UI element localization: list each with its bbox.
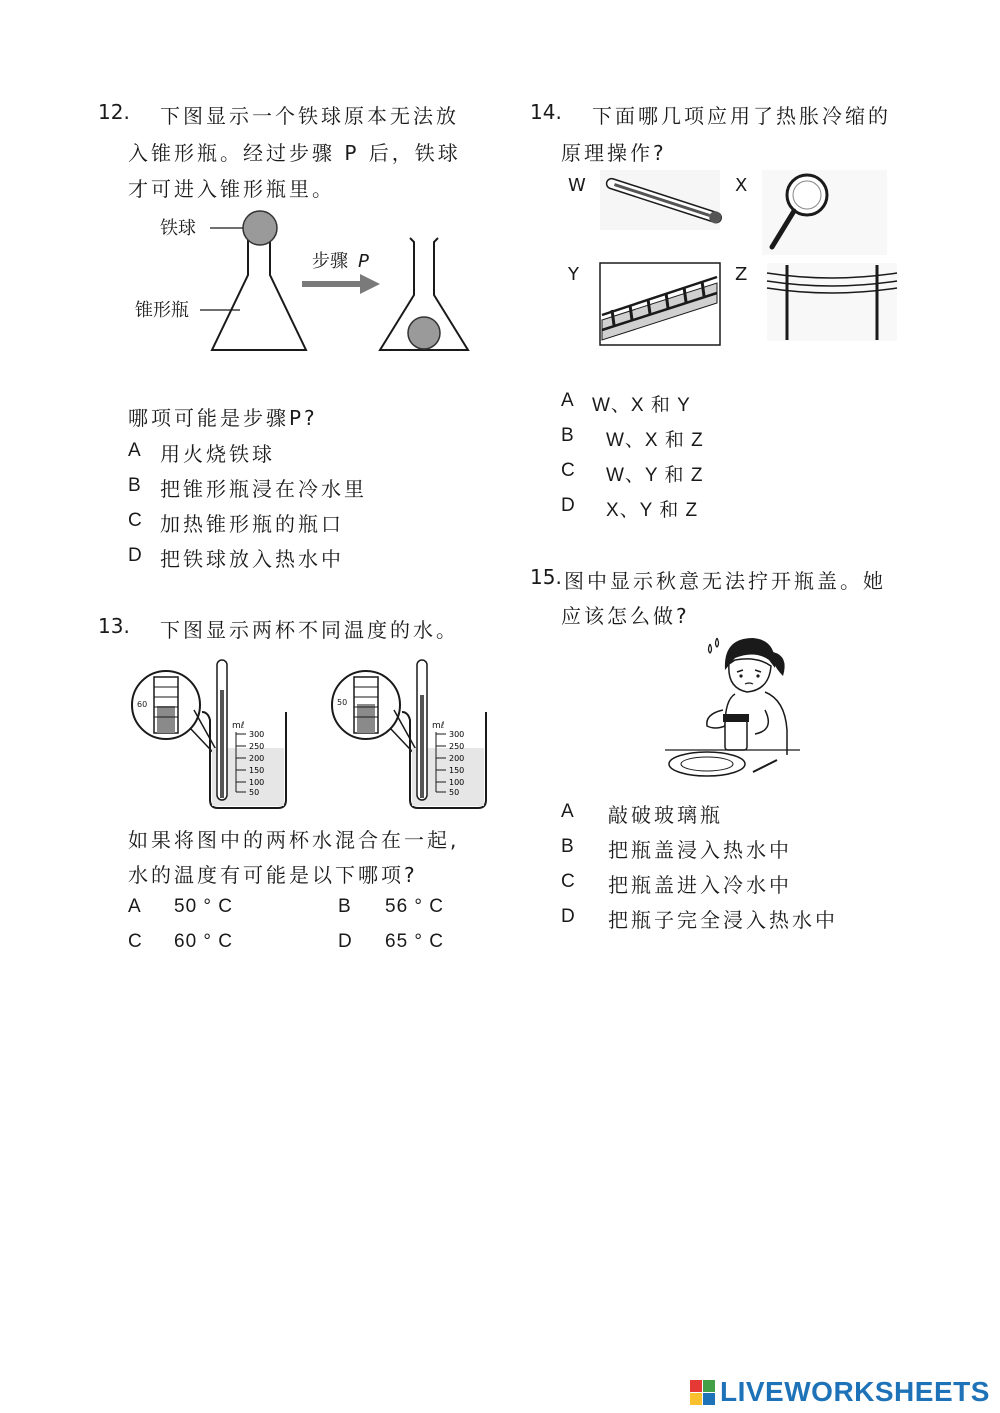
- jar-lid: [723, 714, 749, 722]
- q12-flask-diagram: [130, 200, 480, 365]
- z-power-lines: [767, 263, 897, 341]
- svg-text:mℓ: mℓ: [432, 721, 445, 731]
- zoom-mercury-right: [357, 704, 375, 733]
- q13-question-line1: 如果将图中的两杯水混合在一起,: [128, 828, 460, 852]
- label-x: X: [735, 175, 748, 196]
- svg-text:250: 250: [249, 742, 265, 751]
- label-y: Y: [568, 264, 579, 285]
- q15-stem-line2: 应该怎么做?: [561, 604, 690, 628]
- q13-option-c-text[interactable]: 60 ° C: [174, 931, 234, 952]
- q15-option-b-text[interactable]: 把瓶盖浸入热水中: [608, 838, 792, 862]
- q14-option-b-letter[interactable]: B: [561, 425, 574, 446]
- y-railway-track: [600, 263, 720, 345]
- plate: [669, 752, 745, 776]
- q15-option-a-letter[interactable]: A: [561, 801, 574, 822]
- liveworksheets-logo[interactable]: [690, 1378, 990, 1408]
- q12-number: 12.: [98, 100, 130, 124]
- label-step: 步骤: [312, 251, 348, 272]
- q15-girl-jar-illustration: [665, 630, 800, 780]
- q12-option-d-letter[interactable]: D: [128, 545, 142, 566]
- svg-text:mℓ: mℓ: [232, 721, 245, 731]
- q12-option-b-text[interactable]: 把锥形瓶浸在冷水里: [160, 477, 367, 501]
- zoom-label-left: 60: [137, 700, 148, 709]
- q12-question: 哪项可能是步骤P?: [128, 406, 318, 430]
- q14-option-d-text[interactable]: X、Y 和 Z: [606, 500, 699, 521]
- q12-option-d-text[interactable]: 把铁球放入热水中: [160, 547, 344, 571]
- knife: [753, 760, 777, 772]
- svg-text:300: 300: [249, 730, 265, 739]
- thermometer-right-mercury: [420, 695, 424, 798]
- q15-option-b-letter[interactable]: B: [561, 836, 574, 857]
- zoom-label-right: 50: [337, 698, 348, 707]
- q13-option-a-letter[interactable]: A: [128, 896, 141, 917]
- q13-option-a-text[interactable]: 50 ° C: [174, 896, 234, 917]
- svg-text:100: 100: [449, 778, 465, 787]
- q13-question-line2: 水的温度有可能是以下哪项?: [128, 863, 418, 887]
- beaker-left-group: [132, 660, 286, 808]
- q14-stem-line2: 原理操作?: [561, 141, 667, 165]
- svg-text:100: 100: [249, 778, 265, 787]
- q14-number: 14.: [530, 100, 562, 124]
- liveworksheets-badge-icon: [690, 1380, 716, 1406]
- arrow-shaft: [302, 281, 362, 287]
- label-z: Z: [735, 264, 748, 285]
- svg-text:200: 200: [449, 754, 465, 763]
- beaker-right-group: [332, 660, 486, 808]
- q13-option-b-text[interactable]: 56 ° C: [385, 896, 445, 917]
- iron-ball-inside: [408, 317, 440, 349]
- q13-option-d-letter[interactable]: D: [338, 931, 352, 952]
- q12-option-a-letter[interactable]: A: [128, 440, 141, 461]
- q12-option-c-letter[interactable]: C: [128, 510, 142, 531]
- girl-face: [729, 659, 771, 692]
- q13-option-d-text[interactable]: 65 ° C: [385, 931, 445, 952]
- svg-text:300: 300: [449, 730, 465, 739]
- girl-ponytail: [773, 652, 785, 676]
- svg-text:200: 200: [249, 754, 265, 763]
- svg-text:50: 50: [449, 788, 460, 797]
- label-iron-ball: 铁球: [160, 218, 196, 239]
- label-w: W: [568, 175, 586, 196]
- jar: [725, 720, 747, 750]
- q13-number: 13.: [98, 614, 130, 638]
- iron-ball-top: [243, 211, 277, 245]
- q13-stem-line1: 下图显示两杯不同温度的水。: [160, 618, 459, 642]
- q12-option-c-text[interactable]: 加热锥形瓶的瓶口: [160, 512, 344, 536]
- q14-images-diagram: [562, 165, 902, 350]
- q14-option-a-text[interactable]: W、X 和 Y: [592, 395, 691, 416]
- q15-option-d-letter[interactable]: D: [561, 906, 575, 927]
- girl-arm: [707, 710, 725, 728]
- q15-option-c-text[interactable]: 把瓶盖进入冷水中: [608, 873, 792, 897]
- q14-option-d-letter[interactable]: D: [561, 495, 575, 516]
- q13-beakers-diagram: [128, 650, 488, 820]
- thermometer-left-mercury: [220, 690, 224, 798]
- label-flask: 锥形瓶: [135, 300, 189, 321]
- q12-stem-line2: 入锥形瓶。经过步骤 P 后，铁球: [128, 141, 461, 165]
- label-step-var: P: [358, 251, 369, 272]
- q14-option-b-text[interactable]: W、X 和 Z: [606, 430, 704, 451]
- q15-option-d-text[interactable]: 把瓶子完全浸入热水中: [608, 908, 838, 932]
- svg-text:150: 150: [249, 766, 265, 775]
- svg-text:250: 250: [449, 742, 465, 751]
- liveworksheets-wordmark: LIVEWORKSHEETS: [720, 1376, 990, 1407]
- q15-option-a-text[interactable]: 敲破玻璃瓶: [608, 803, 723, 827]
- q15-option-c-letter[interactable]: C: [561, 871, 575, 892]
- svg-text:150: 150: [449, 766, 465, 775]
- q15-number: 15.: [530, 565, 562, 589]
- q14-option-a-letter[interactable]: A: [561, 390, 574, 411]
- q12-stem-line3: 才可进入锥形瓶里。: [128, 177, 335, 201]
- q12-option-b-letter[interactable]: B: [128, 475, 141, 496]
- q14-option-c-letter[interactable]: C: [561, 460, 575, 481]
- q14-option-c-text[interactable]: W、Y 和 Z: [606, 465, 704, 486]
- svg-text:50: 50: [249, 788, 260, 797]
- zoom-mercury-left: [157, 706, 175, 733]
- arrow-head: [360, 274, 380, 294]
- q14-stem-line1: 下面哪几项应用了热胀冷缩的: [592, 104, 891, 128]
- q12-stem-line1: 下图显示一个铁球原本无法放: [160, 104, 459, 128]
- q13-option-b-letter[interactable]: B: [338, 896, 351, 917]
- q12-option-a-text[interactable]: 用火烧铁球: [160, 442, 275, 466]
- q13-option-c-letter[interactable]: C: [128, 931, 142, 952]
- q15-stem-line1: 图中显示秋意无法拧开瓶盖。她: [564, 569, 886, 593]
